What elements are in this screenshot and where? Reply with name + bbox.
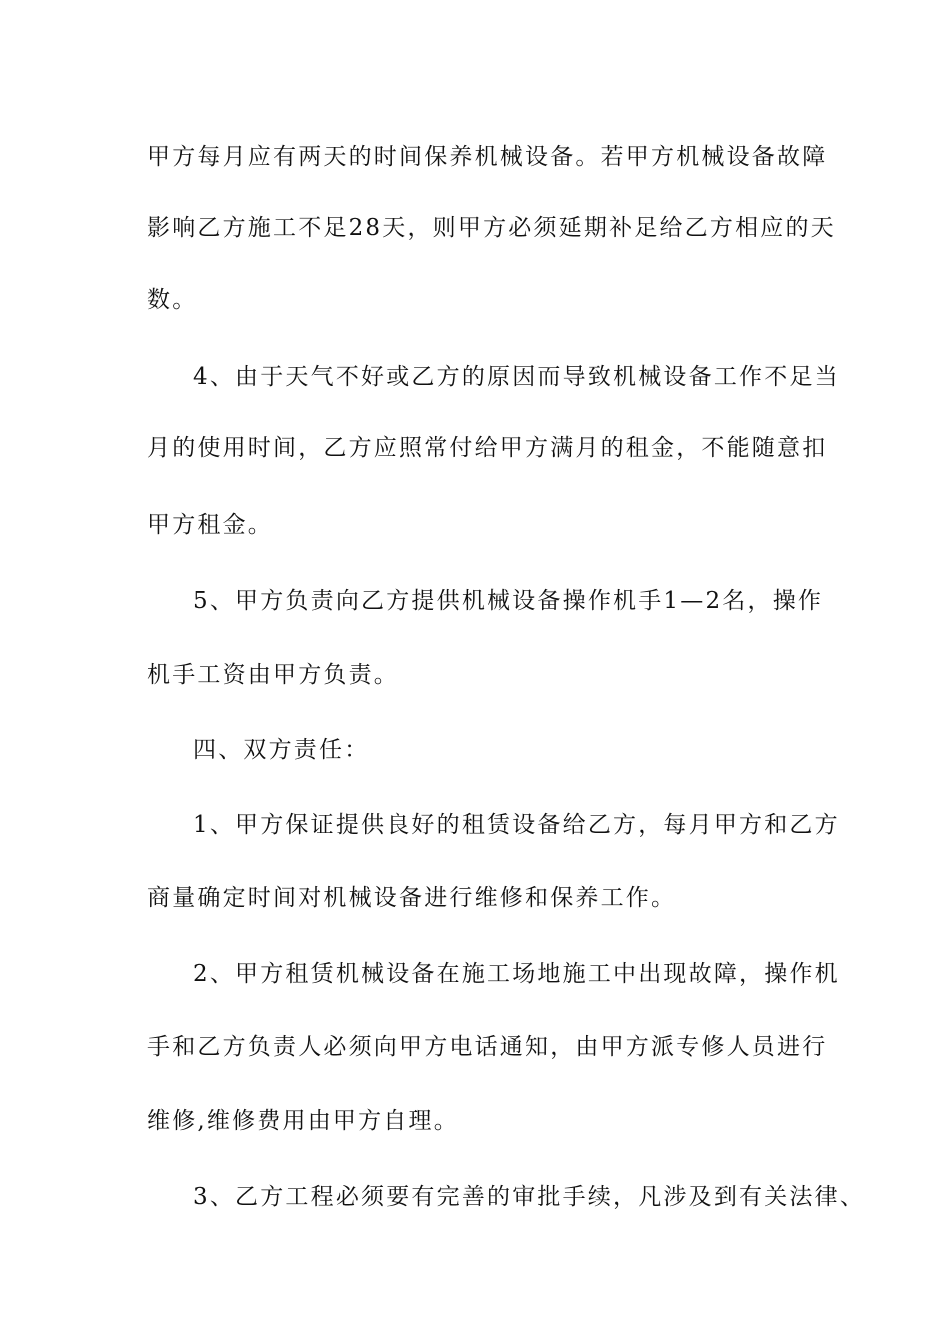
text-line: 商量确定时间对机械设备进行维修和保养工作。 (147, 885, 677, 911)
paragraph-start-line: 2、甲方租赁机械设备在施工场地施工中出现故障，操作机 (193, 961, 840, 987)
text-line: 手和乙方负责人必须向甲方电话通知，由甲方派专修人员进行 (147, 1034, 828, 1060)
paragraph-start-line: 3、乙方工程必须要有完善的审批手续，凡涉及到有关法律、 (193, 1184, 866, 1210)
paragraph-start-line: 1、甲方保证提供良好的租赁设备给乙方，每月甲方和乙方 (193, 812, 840, 838)
text-line: 甲方每月应有两天的时间保养机械设备。若甲方机械设备故障 (147, 144, 828, 170)
text-line: 维修,维修费用由甲方自理。 (147, 1108, 459, 1134)
text-line: 甲方租金。 (147, 512, 273, 538)
section-heading: 四、双方责任： (193, 737, 370, 763)
paragraph-start-line: 5、甲方负责向乙方提供机械设备操作机手1—2名，操作 (193, 588, 824, 614)
paragraph-start-line: 4、由于天气不好或乙方的原因而导致机械设备工作不足当 (193, 364, 840, 390)
text-line: 机手工资由甲方负责。 (147, 662, 399, 688)
text-line: 月的使用时间，乙方应照常付给甲方满月的租金，不能随意扣 (147, 435, 828, 461)
text-line: 数。 (147, 287, 198, 313)
text-line: 影响乙方施工不足28天，则甲方必须延期补足给乙方相应的天 (147, 215, 836, 241)
